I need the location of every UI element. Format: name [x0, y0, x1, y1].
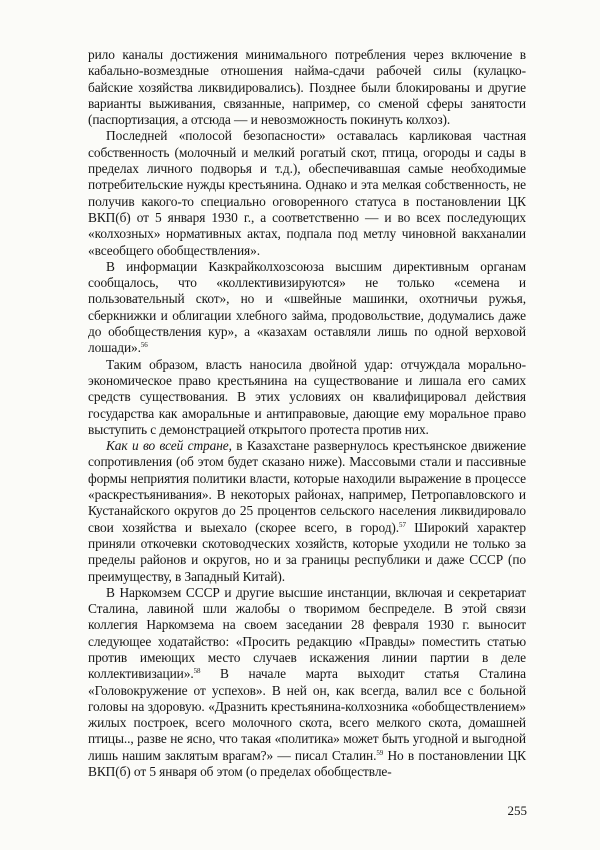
footnote-ref-59: 59: [376, 748, 384, 757]
paragraph-1: рило каналы достижения минимального потребления через включение в кабально-возмездные отношения найма-сдачи рабочей силы (кулацко-байские хозяйства ликвидировались). Позднее были блокированы и другие варианты выживания, связанные, например, со сменой сферы занятости (паспортизация, а отсюда — и невозможность покинуть колхоз).: [88, 47, 526, 128]
body-text: [88, 47, 526, 780]
paragraph-2: Последней «полосой безопасности» оставалась карликовая частная собственность (молочный и мелкий рогатый скот, птица, огороды и сады в пределах личного подворья и т.д.), обеспечивавшая самые необходимые потребительские нужды крестьянина. Однако и эта мелкая собственность, не получив какого-то специально оговоренного статуса в постановлении ЦК ВКП(б) от 5 января 1930 г., а соответственно — и во всех последующих «колхозных» нормативных актах, подпала под метлу чиновной вакханалии «всеобщего обобществления».: [88, 128, 526, 258]
italic-lead: Как и во всей стране: [106, 438, 229, 454]
footnote-ref-57: 57: [399, 520, 406, 529]
paragraph-4: Таким образом, власть наносила двойной удар: отчуждала морально-экономическое право крестьянина на существование и лишала его самих средств существования. В этих условиях он квалифицировал действия государства как аморальные и антиправовые, дающие ему моральное право выступить с демонстрацией открытого протеста против них.: [88, 356, 526, 437]
paragraph-3: В информации Казкрайколхозсоюза высшим директивным органам сообщалось, что «коллективизируются» не только «семена и пользовательный скот», но и «швейные машинки, охотничьи ружья, сберкнижки и облигации хлебного займа, продовольствие, додумались даже до обобществления кур», а «казахам оставляли лишь по одной верховой лошади».$^{56}$: [88, 258, 526, 356]
paragraph-5: Как и во всей стране, в Казахстане развернулось крестьянское движение сопротивления (об этом будет сказано ниже). Массовыми стали и пассивные формы неприятия политики власти, которые находили выражение в процессе «раскрестьянивания». В некоторых районах, например, Петропавловского и Кустанайского округов до 25 процентов сельского населения ликвидировало свои хозяйства и выехало (скорее всего, в город).$^{57}$ Широкий характер приняли откочевки скотоводческих хозяйств, которые уходили не только за пределы районов и округов, но и за границы республики и даже СССР (по преимуществу, в Западный Китай).: [88, 438, 526, 584]
paragraph-6: В Наркомзем СССР и другие высшие инстанции, включая и секретариат Сталина, лавиной шли жалобы о творимом беспределе. В этой связи коллегия Наркомзема на своем заседании 28 февраля 1930 г. выносит следующее ходатайство: «Просить редакцию «Правды» поместить статью против имеющих место случаев искажения линии партии в деле коллективизации».$^{58}$ В начале марта выходит статья Сталина «Головокружение от успехов». В ней он, как всегда, валил все с больной головы на здоровую. «Дразнить крестьянина-колхозника «обобществлением» жилых построек, всего молочного скота, всего мелкого скота, домашней птицы.., разве не ясно, что такая «политика» может быть угодной и выгодной лишь нашим заклятым врагам?» — писал Сталин.$^{59}$ Но в постановлении ЦК ВКП(б) от 5 января об этом (о пределах обобществле-: [88, 584, 526, 780]
page-number: 255: [507, 803, 527, 818]
footnote-ref-58: 58: [193, 667, 201, 676]
footnote-ref-56: 56: [140, 341, 148, 350]
